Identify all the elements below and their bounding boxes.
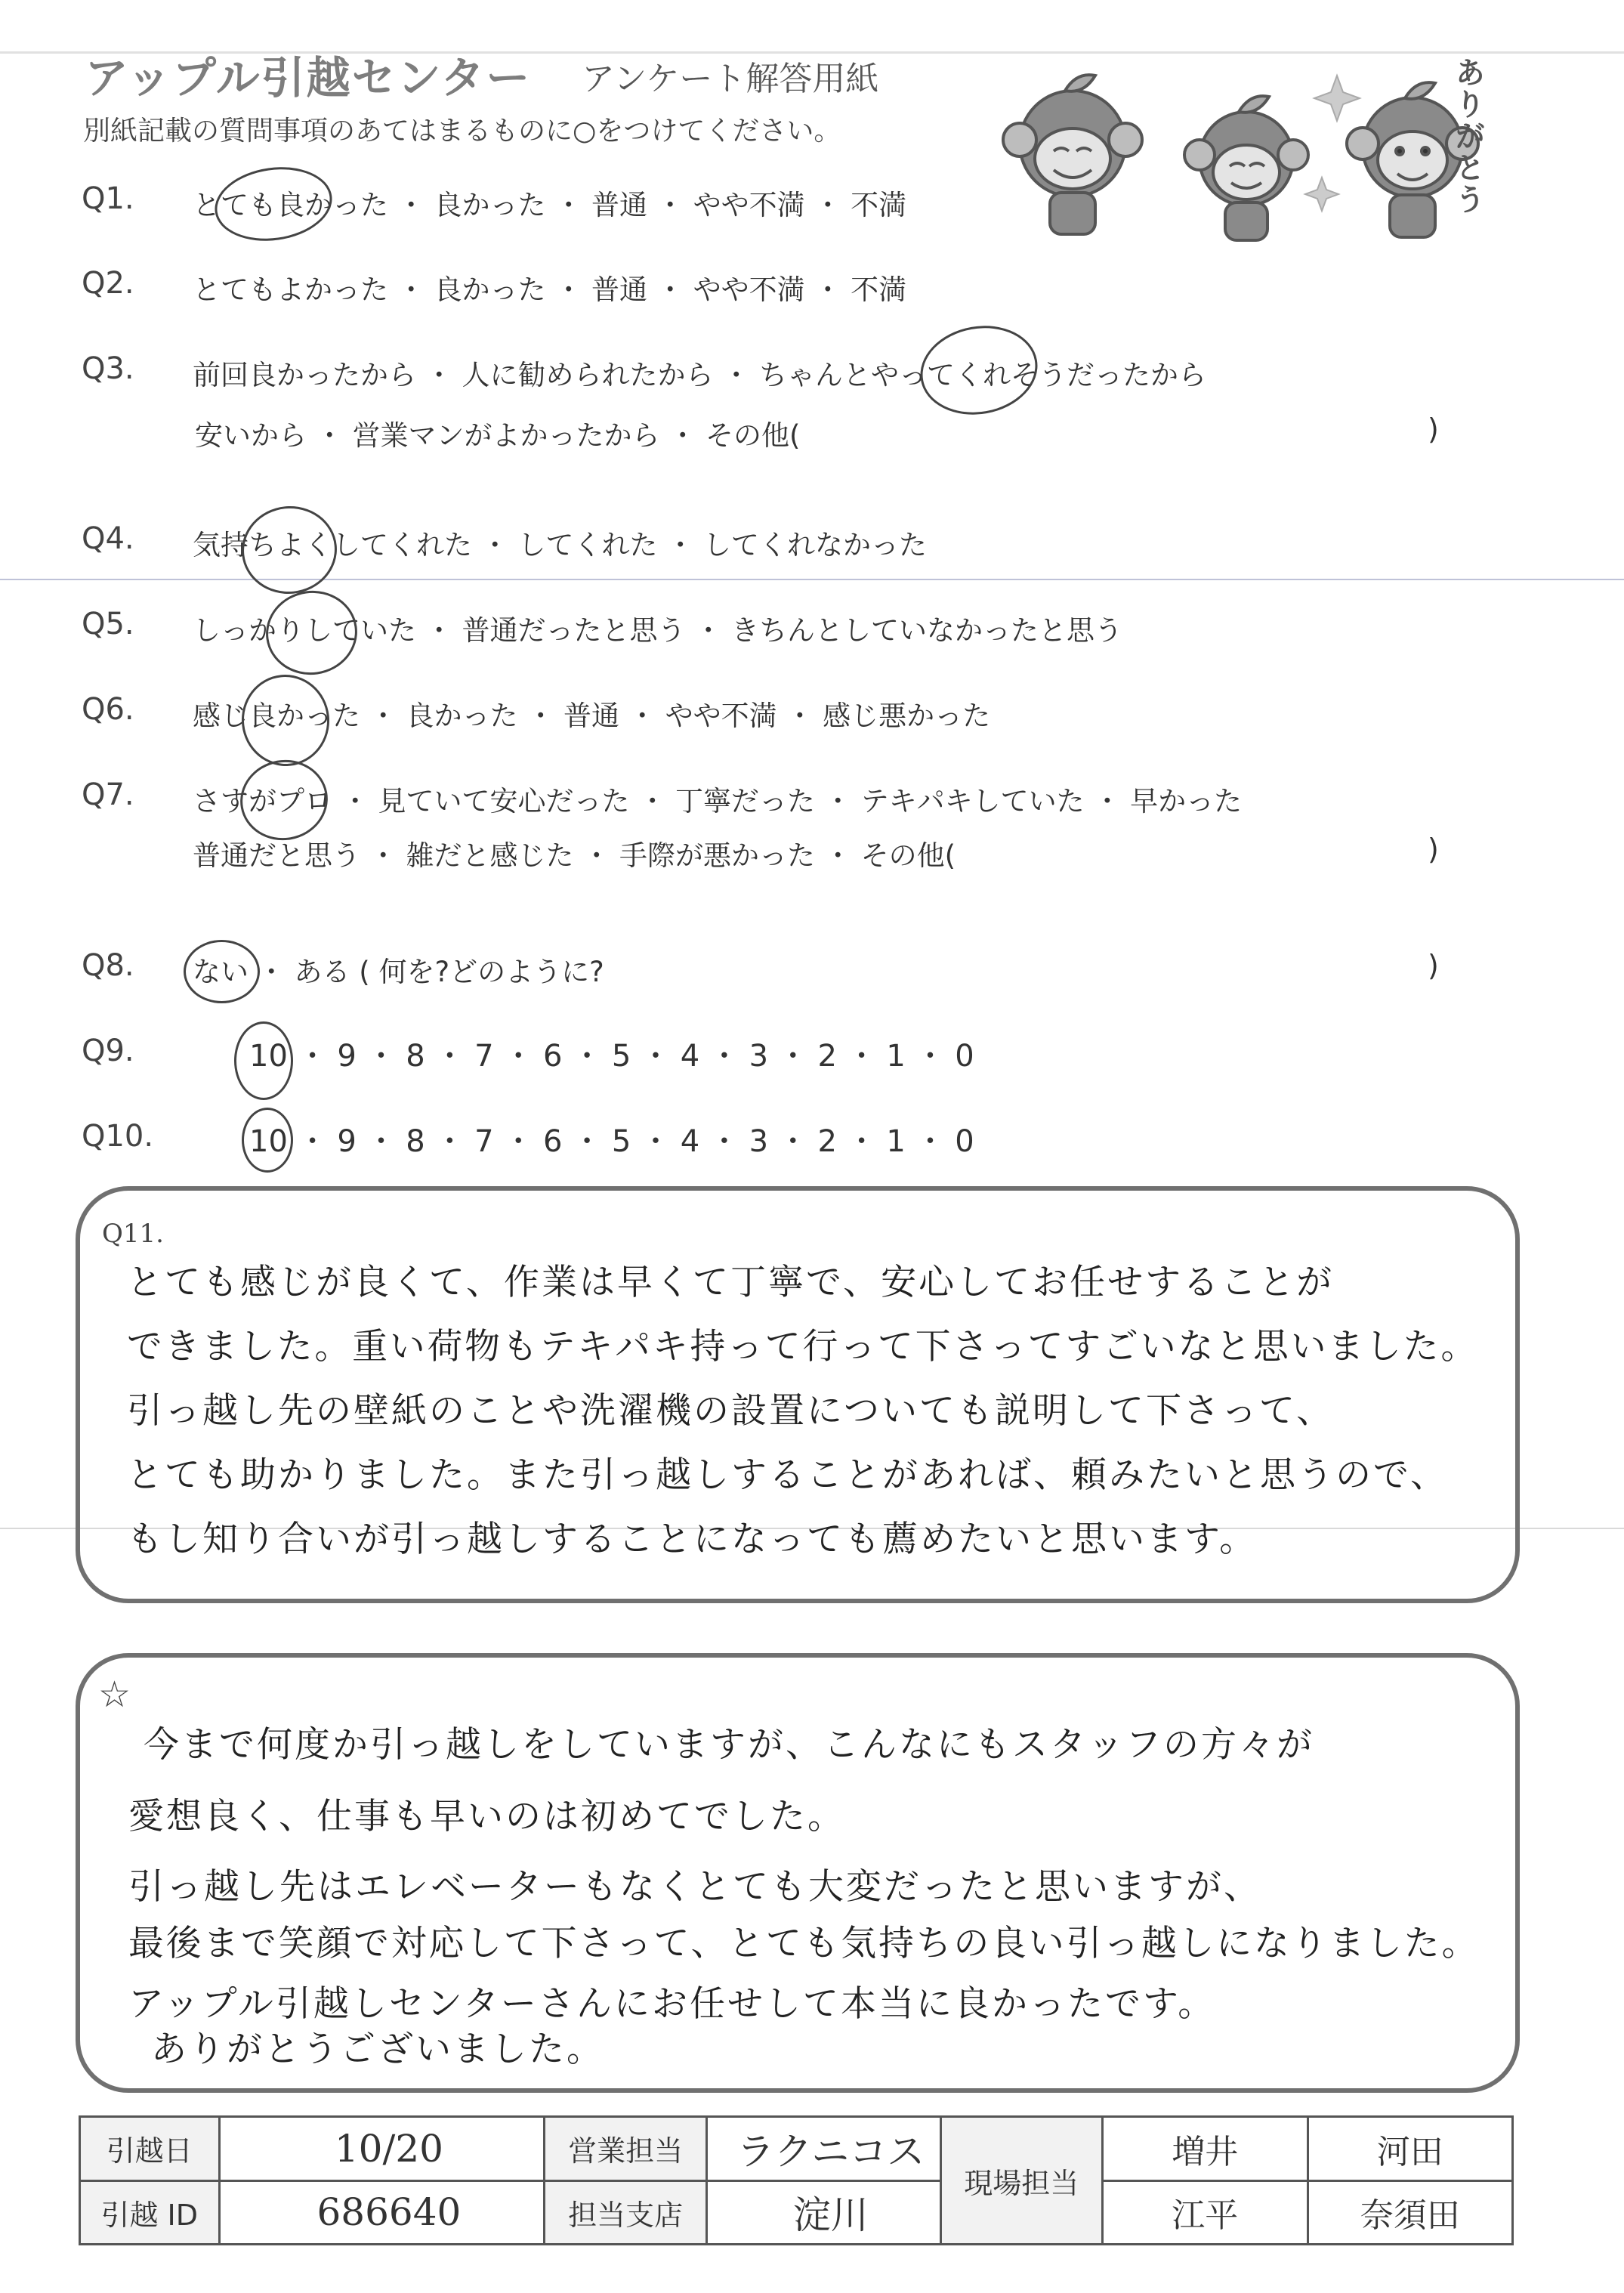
question-options: とても良かった ・ 良かった ・ 普通 ・ やや不満 ・ 不満 xyxy=(193,189,907,221)
question-options: 気持ちよくしてくれた ・ してくれた ・ してくれなかった xyxy=(193,529,928,561)
score-scale: 10 ・ 9 ・ 8 ・ 7 ・ 6 ・ 5 ・ 4 ・ 3 ・ 2 ・ 1 ・ 0 xyxy=(249,1039,974,1074)
move-id-value: 686640 xyxy=(219,2180,545,2245)
handwritten-line: 引っ越し先はエレベーターもなくとても大変だったと思いますが、 xyxy=(128,1866,1261,1908)
question-label: Q1. xyxy=(82,181,134,216)
selection-circle xyxy=(234,1021,293,1100)
question-label: Q3. xyxy=(82,351,134,386)
handwritten-line: できました。重い荷物もテキパキ持って行って下さってすごいなと思いました。 xyxy=(127,1326,1479,1367)
question-options: さすがプロ ・ 見ていて安心だった ・ 丁寧だった ・ テキパキしていた ・ 早かった xyxy=(193,785,1243,817)
sales-label: 営業担当 xyxy=(545,2117,707,2181)
company-title: アップル引越センター xyxy=(85,52,532,104)
handwritten-line: 引っ越し先の壁紙のことや洗濯機の設置についても説明して下さって、 xyxy=(127,1390,1335,1432)
handwritten-line: ありがとうございました。 xyxy=(151,2029,604,2070)
question-options: 普通だと思う ・ 雑だと感じた ・ 手際が悪かった ・ その他( xyxy=(193,839,956,872)
close-paren: ) xyxy=(1428,949,1439,982)
site-staff-name: 河田 xyxy=(1308,2117,1512,2181)
move-id-label: 引越 ID xyxy=(80,2180,220,2245)
selection-circle xyxy=(242,1108,293,1173)
handwritten-line: 最後まで笑顔で対応して下さって、とても気持ちの良い引っ越しになりました。 xyxy=(128,1923,1480,1964)
sales-value: ラクニコス xyxy=(706,2117,940,2181)
branch-value: 淀川 xyxy=(706,2180,940,2245)
instruction-text: 別紙記載の質問事項のあてはまるものに○をつけてください。 xyxy=(83,116,841,147)
question-label: Q8. xyxy=(82,948,134,983)
close-paren: ) xyxy=(1428,413,1439,446)
selection-circle xyxy=(913,317,1045,423)
question-label: Q7. xyxy=(82,777,134,812)
selection-circle xyxy=(184,940,260,1003)
move-info-table xyxy=(79,2115,1514,2245)
handwritten-line: 今まで何度か引っ越しをしていますが、こんなにもスタッフの方々が xyxy=(144,1724,1314,1766)
question-options: しっかりしていた ・ 普通だったと思う ・ きちんとしていなかったと思う xyxy=(193,614,1123,647)
handwritten-line: アップル引越しセンターさんにお任せして本当に良かったです。 xyxy=(128,1983,1216,2025)
question-label: Q10. xyxy=(82,1119,154,1154)
move-date-label: 引越日 xyxy=(80,2117,220,2181)
question-label: Q9. xyxy=(82,1034,134,1068)
question-label: Q2. xyxy=(82,266,134,301)
selection-circle xyxy=(210,160,337,249)
star-label: ☆ xyxy=(98,1673,131,1716)
question-options: 感じ良かった ・ 良かった ・ 普通 ・ やや不満 ・ 感じ悪かった xyxy=(193,700,991,732)
selection-circle xyxy=(237,670,334,770)
site-staff-name: 江平 xyxy=(1103,2180,1308,2245)
question-options: ない ・ ある ( 何を?どのように? xyxy=(193,956,604,988)
question-label: Q6. xyxy=(82,692,134,727)
q11-label: Q11. xyxy=(102,1219,164,1249)
handwritten-line: もし知り合いが引っ越しすることになっても薦めたいと思います。 xyxy=(127,1519,1258,1560)
site-staff-label: 現場担当 xyxy=(940,2117,1103,2245)
handwritten-line: 愛想良く、仕事も早いのは初めてでした。 xyxy=(128,1796,846,1837)
move-date-value: 10/20 xyxy=(219,2117,545,2181)
question-options: 前回良かったから ・ 人に勧められたから ・ ちゃんとやってくれそうだったから xyxy=(193,359,1207,391)
monkey-mascot-icon xyxy=(990,45,1518,249)
scan-line xyxy=(0,579,1624,580)
site-staff-name: 奈須田 xyxy=(1308,2180,1512,2245)
branch-label: 担当支店 xyxy=(545,2180,707,2245)
close-paren: ) xyxy=(1428,833,1439,866)
form-subtitle: アンケート解答用紙 xyxy=(582,60,879,98)
handwritten-line: とても助かりました。また引っ越しすることがあれば、頼みたいと思うので、 xyxy=(127,1454,1449,1496)
question-label: Q4. xyxy=(82,521,134,556)
score-scale: 10 ・ 9 ・ 8 ・ 7 ・ 6 ・ 5 ・ 4 ・ 3 ・ 2 ・ 1 ・ 0 xyxy=(249,1124,974,1159)
question-label: Q5. xyxy=(82,607,134,641)
selection-circle xyxy=(237,502,341,599)
question-options: 安いから ・ 営業マンがよかったから ・ その他( xyxy=(195,419,801,452)
site-staff-name: 増井 xyxy=(1103,2117,1308,2181)
thanks-text: ありがとう xyxy=(1450,57,1485,215)
question-options: とてもよかった ・ 良かった ・ 普通 ・ やや不満 ・ 不満 xyxy=(193,273,907,306)
selection-circle xyxy=(261,585,363,681)
handwritten-line: とても感じが良くて、作業は早くて丁寧で、安心してお任せすることが xyxy=(127,1262,1335,1303)
